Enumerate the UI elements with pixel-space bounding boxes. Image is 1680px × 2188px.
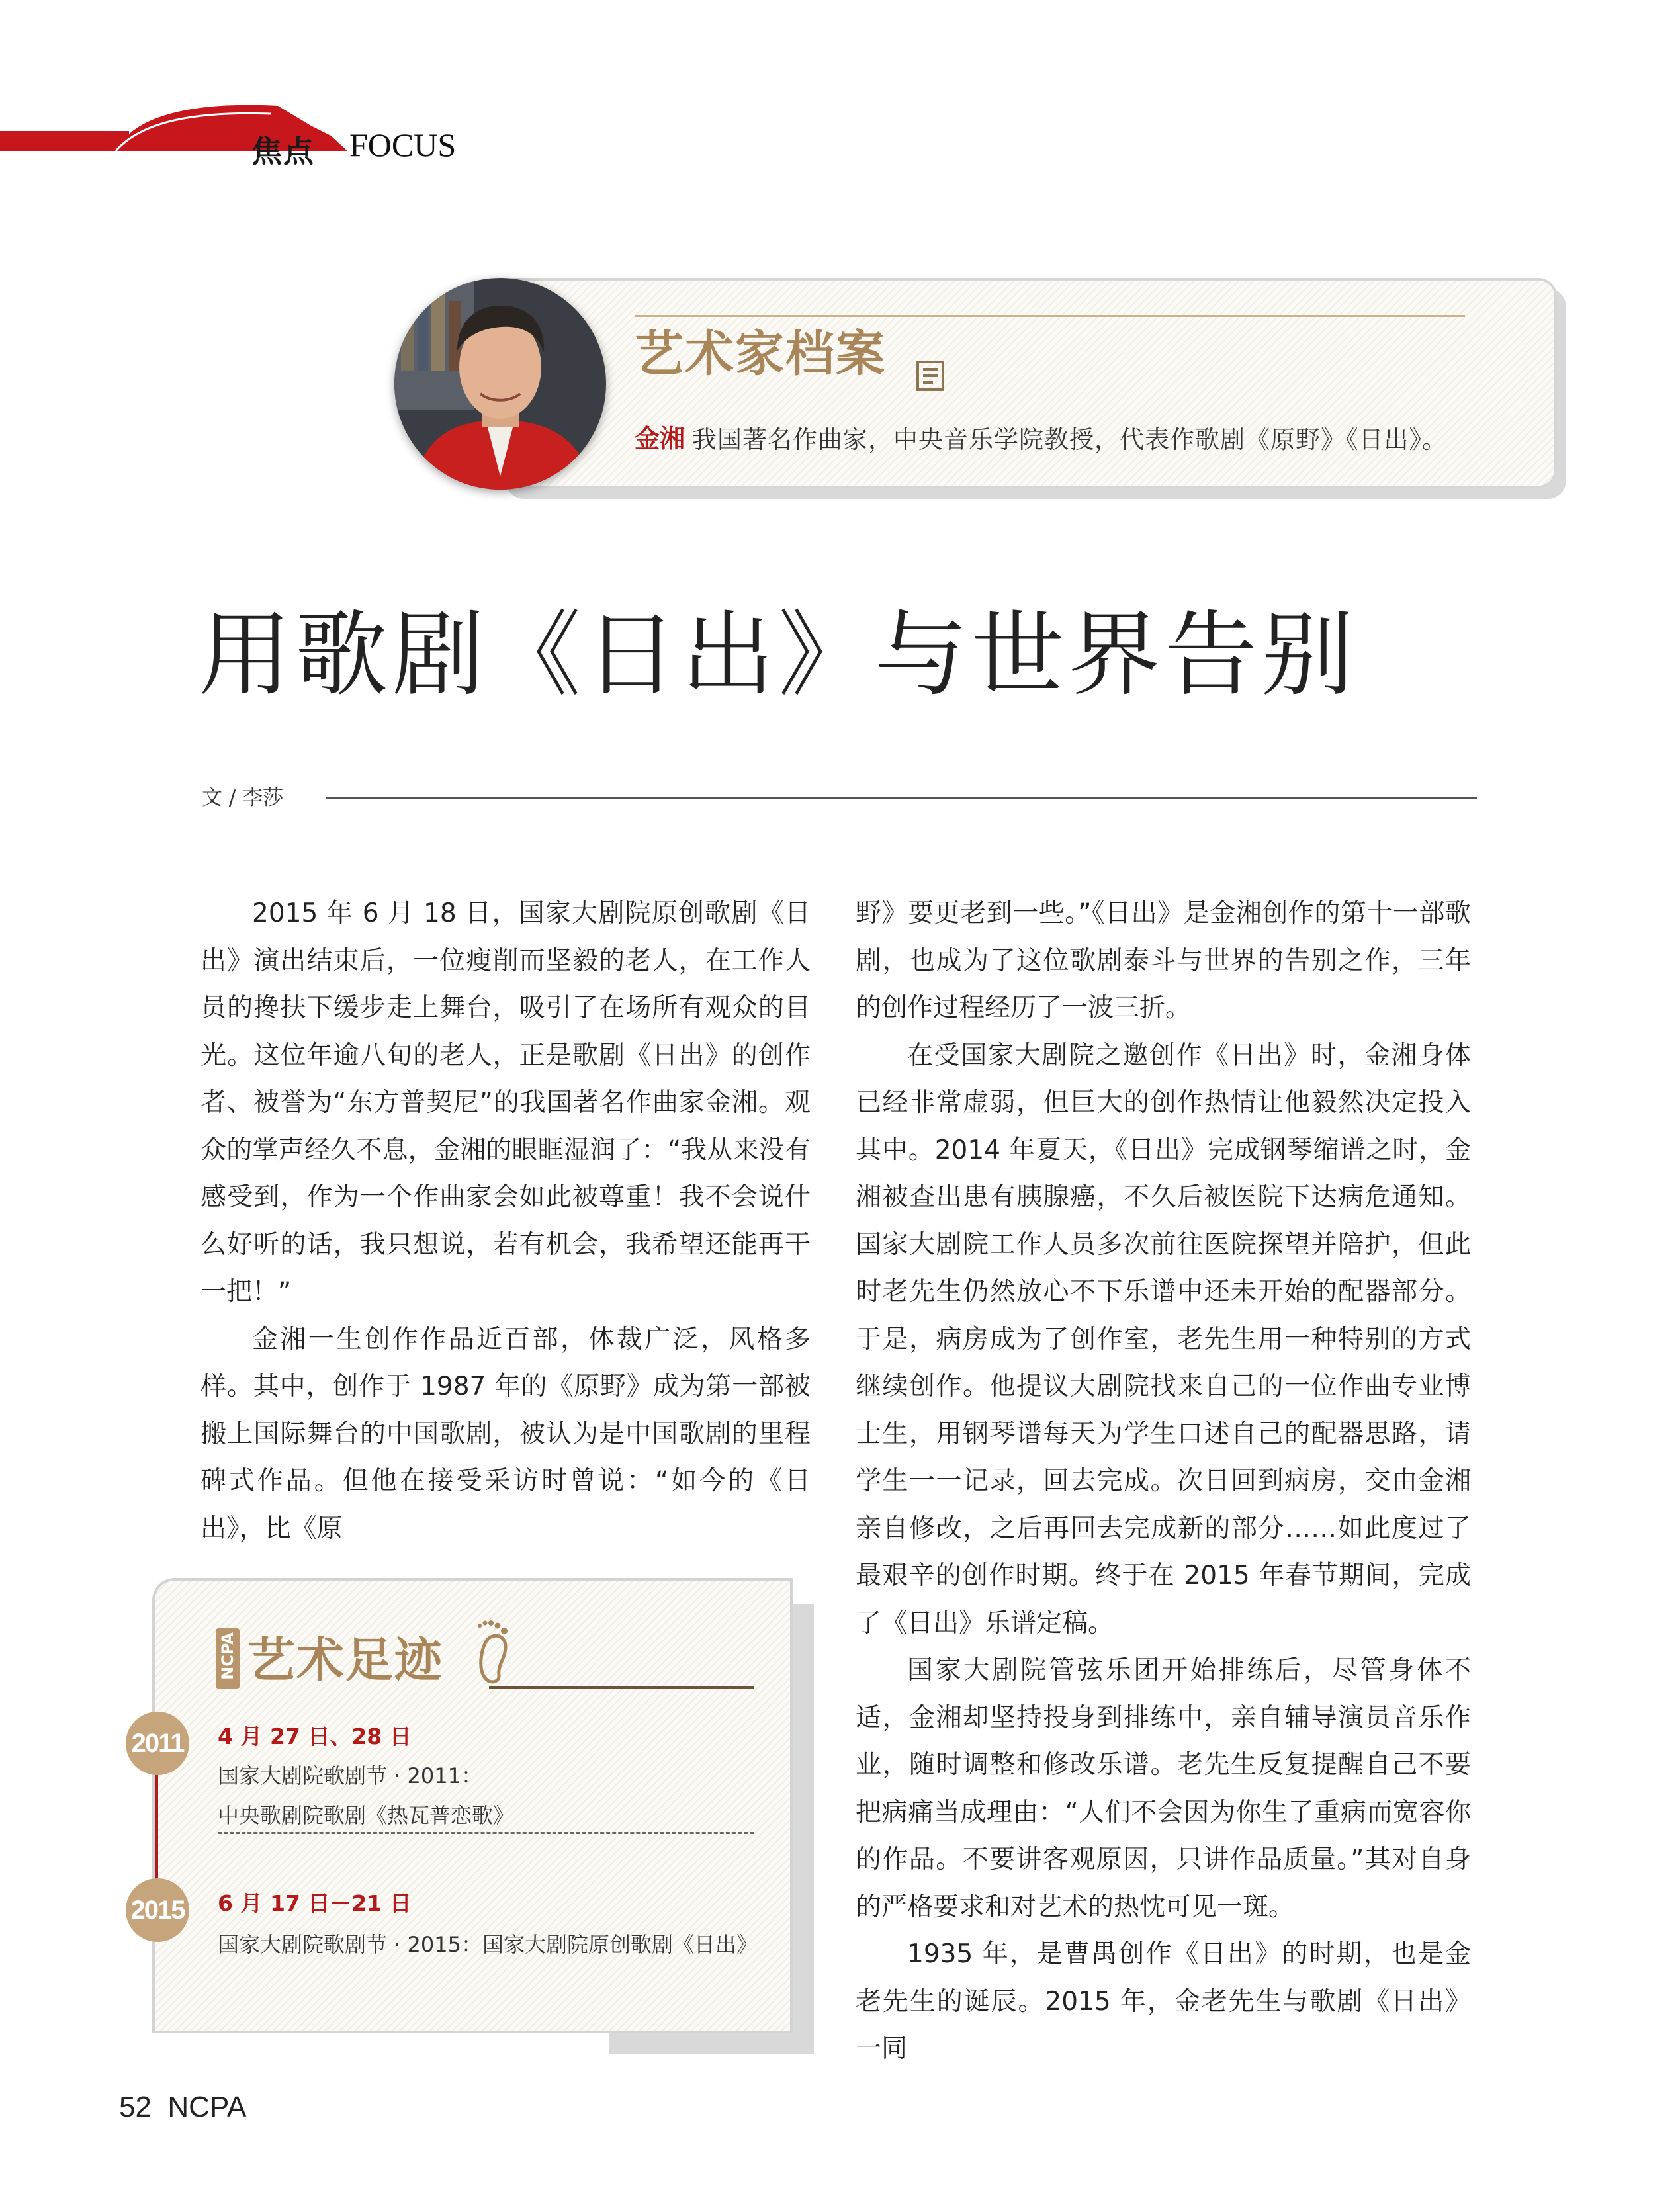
- page-folio: 52 NCPA: [119, 2091, 247, 2123]
- ncpa-tag-label: NCPA: [218, 1632, 237, 1680]
- artist-bio: 我国著名作曲家，中央音乐学院教授，代表作歌剧《原野》《日出》。: [692, 425, 1447, 454]
- paragraph: 1935 年，是曹禺创作《日出》的时期，也是金老先生的诞辰。2015 年，金老先生与歌剧《日出》一同: [856, 1939, 1471, 2064]
- body-column-right: [856, 890, 1471, 2073]
- document-icon: [916, 360, 946, 393]
- event-date: 4 月 27 日、28 日: [218, 1724, 412, 1749]
- paragraph: 2015 年 6 月 18 日，国家大剧院原创歌剧《日出》演出结束后，一位瘦削而坚毅的老人，在工作人员的搀扶下缓步走上舞台，吸引了在场所有观众的目光。这位年逾八旬的老人，正是歌剧《日出》的创作者、被誉为“东方普契尼”的我国著名作曲家金湘。观众的掌声经久不息，金湘的眼眶湿润了：“我从来没有感受到，作为一个作曲家会如此被尊重！我不会说什么好听的话，我只想说，若有机会，我希望还能再干一把！”: [200, 898, 811, 1307]
- year-badge: 2015: [126, 1878, 189, 1942]
- paragraph: 国家大剧院管弦乐团开始排练后，尽管身体不适，金湘却坚持投身到排练中，亲自辅导演员音乐作业，随时调整和修改乐谱。老先生反复提醒自己不要把病痛当成理由：“人们不会因为你生了重病而宽容你的作品。不要讲客观原因，只讲作品质量。”其对自身的严格要求和对艺术的热忱可见一斑。: [856, 1655, 1471, 1922]
- paragraph: 金湘一生创作作品近百部，体裁广泛，风格多样。其中，创作于 1987 年的《原野》成为第一部被搬上国际舞台的中国歌剧，被认为是中国歌剧的里程碑式作品。但他在接受采访时曾说：“如今的《日出》，比《原: [200, 1324, 811, 1544]
- byline-rule: [326, 797, 1477, 799]
- artist-profile-card: [496, 278, 1557, 488]
- article-headline: 用歌剧《日出》与世界告别: [199, 601, 1358, 709]
- section-label-cn: 焦点: [251, 134, 315, 169]
- footprint-icon: [472, 1612, 519, 1685]
- event-date: 6 月 17 日－21 日: [218, 1890, 412, 1916]
- event-detail: 国家大剧院歌剧节 · 2015：国家大剧院原创歌剧《日出》: [218, 1932, 758, 1957]
- section-label-en: FOCUS: [349, 126, 457, 163]
- section-header: [0, 99, 503, 179]
- paragraph: 在受国家大剧院之邀创作《日出》时，金湘身体已经非常虚弱，但巨大的创作热情让他毅然决定投入其中。2014 年夏天，《日出》完成钢琴缩谱之时，金湘被查出患有胰腺癌，不久后被医院下达病危通知。国家大剧院工作人员多次前往医院探望并陪护，但此时老先生仍然放心不下乐谱中还未开始的配器部分。于是，病房成为了创作室，老先生用一种特别的方式继续创作。他提议大剧院找来自己的一位作曲专业博士生，用钢琴谱每天为学生口述自己的配器思路，请学生一一记录，回去完成。次日回到病房，交由金湘亲自修改，之后再回去完成新的部分……如此度过了最艰辛的创作时期。终于在 2015 年春节期间，完成了《日出》乐谱定稿。: [856, 1040, 1471, 1638]
- footprints-title-rule: [489, 1686, 754, 1689]
- artist-name: 金湘: [635, 424, 685, 453]
- event-detail: 国家大剧院歌剧节 · 2011：: [218, 1763, 482, 1788]
- ncpa-tag: [216, 1628, 240, 1689]
- footprints-title: 艺术足迹: [247, 1632, 444, 1688]
- event-detail: 中央歌剧院歌剧《热瓦普恋歌》: [218, 1803, 515, 1828]
- art-footprints-box: [130, 1578, 793, 2033]
- event-separator: [218, 1832, 754, 1834]
- paragraph-continuation: 野》要更老到一些。”《日出》是金湘创作的第十一部歌剧，也成为了这位歌剧泰斗与世界的告别之作，三年的创作过程经历了一波三折。: [856, 898, 1471, 1023]
- byline: 文 / 李莎: [202, 786, 284, 810]
- artist-portrait: [394, 278, 606, 490]
- year-badge: 2011: [126, 1712, 189, 1775]
- profile-title: 艺术家档案: [635, 326, 886, 382]
- body-column-left: [200, 890, 811, 1552]
